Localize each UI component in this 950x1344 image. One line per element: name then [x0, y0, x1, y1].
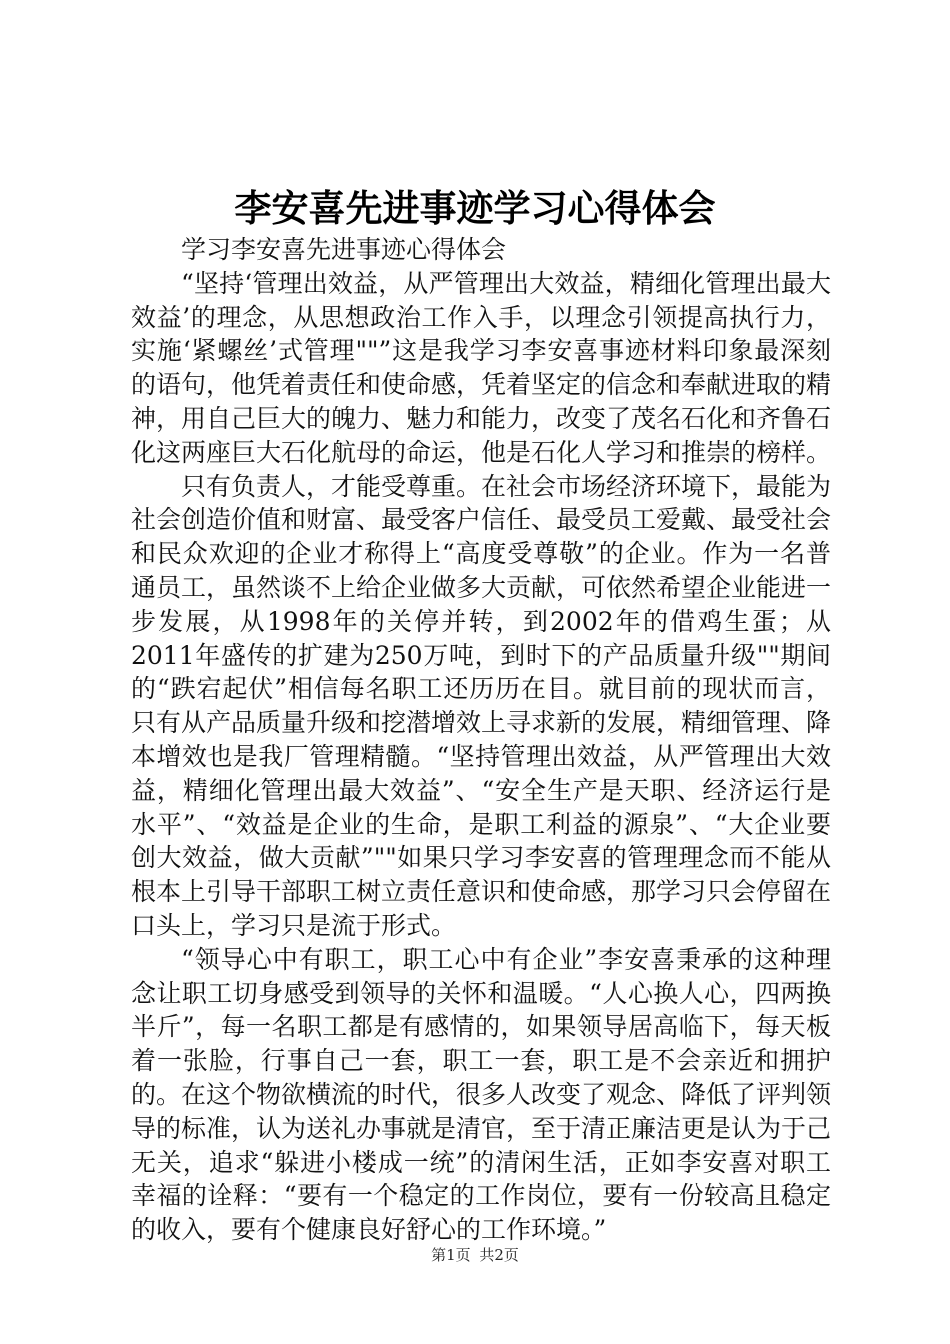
page-number-current: 第1页	[431, 1246, 471, 1264]
body-paragraph-2: 只有负责人，才能受尊重。在社会市场经济环境下，最能为社会创造价值和财富、最受客户信任、最受员工爱戴、最受社会和民众欢迎的企业才称得上“高度受尊敬”的企业。作为一名普通员工，虽然谈不上给企业做多大贡献，可依然希望企业能进一步发展，从1998年的关停并转，到2002年的借鸡生蛋；从2011年盛传的扩建为250万吨，到时下的产品质量升级""期间的“跌宕起伏”相信每名职工还历历在目。就目前的现状而言，只有从产品质量升级和挖潜增效上寻求新的发展，精细管理、降本增效也是我厂管理精髓。“坚持管理出效益，从严管理出大效益，精细化管理出最大效益”、“安全生产是天职、经济运行是水平”、“效益是企业的生命，是职工利益的源泉”、“大企业要创大效益，做大贡献”""如果只学习李安喜的管理理念而不能从根本上引导干部职工树立责任意识和使命感，那学习只会停留在口头上，学习只是流于形式。	[131, 471, 832, 940]
subtitle-paragraph: 学习李安喜先进事迹心得体会	[181, 235, 507, 264]
document-title: 李安喜先进事迹学习心得体会	[234, 186, 716, 230]
body-paragraph-1: “坚持‘管理出效益，从严管理出大效益，精细化管理出最大效益’的理念，从思想政治工作入手，以理念引领提高执行力，实施‘紧螺丝’式管理""”这是我学习李安喜事迹材料印象最深刻的语句，他凭着责任和使命感，凭着坚定的信念和奉献进取的精神，用自己巨大的魄力、魅力和能力，改变了茂名石化和齐鲁石化这两座巨大石化航母的命运，他是石化人学习和推崇的榜样。	[131, 268, 832, 467]
page-footer	[0, 1245, 950, 1265]
body-paragraph-3: “领导心中有职工，职工心中有企业”李安喜秉承的这种理念让职工切身感受到领导的关怀和温暖。“人心换人心，四两换半斤”，每一名职工都是有感情的，如果领导居高临下，每天板着一张脸，行事自己一套，职工一套，职工是不会亲近和拥护的。在这个物欲横流的时代，很多人改变了观念、降低了评判领导的标准，认为送礼办事就是清官，至于清正廉洁更是认为于己无关，追求“躲进小楼成一统”的清闲生活，正如李安喜对职工幸福的诠释：“要有一个稳定的工作岗位，要有一份较高且稳定的收入，要有个健康良好舒心的工作环境。”	[131, 944, 832, 1245]
document-body	[131, 233, 831, 1247]
page-number-total: 共2页	[479, 1246, 519, 1264]
